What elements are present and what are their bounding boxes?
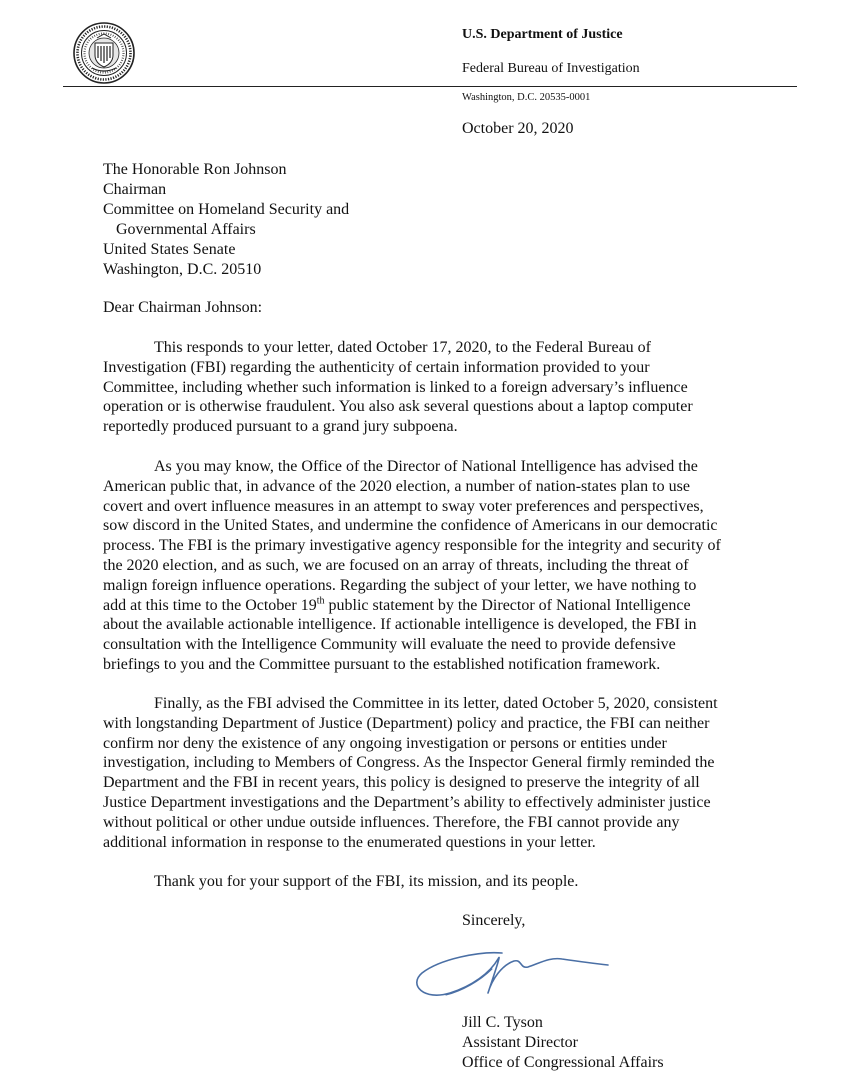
text-line: reportedly produced pursuant to a grand jury subpoena. (103, 418, 458, 436)
text-line: process. The FBI is the primary investigative agency responsible for the integrity and security of (103, 537, 721, 555)
text-line: additional information in response to the enumerated questions in your letter. (103, 833, 596, 851)
addressee-committee: Committee on Homeland Security and (103, 201, 350, 218)
text-line: As you may know, the Office of the Director of National Intelligence has advised the (154, 458, 698, 475)
letter-date: October 20, 2020 (462, 120, 574, 137)
text-line: with longstanding Department of Justice (Department) policy and practice, the FBI can neither (103, 714, 710, 732)
addressee-body: United States Senate (103, 241, 236, 258)
text-line: the 2020 election, and as such, we are focused on an array of threats, including the threat of (103, 556, 689, 574)
handwritten-signature (410, 935, 615, 1015)
text-line: malign foreign influence operations. Regarding the subject of your letter, we have nothing to (103, 576, 697, 594)
text-line: operation or is otherwise fraudulent. You also ask several questions about a laptop computer (103, 398, 693, 416)
letterhead-divider (63, 86, 797, 87)
paragraph-3 (103, 694, 763, 852)
signatory-title: Assistant Director (462, 1034, 578, 1051)
text-line: investigation, including to Members of Congress. As the Inspector General firmly reminded the (103, 754, 715, 772)
paragraph-2 (103, 457, 763, 675)
addressee-title: Chairman (103, 181, 167, 198)
valediction: Sincerely, (462, 912, 526, 929)
addressee-name: The Honorable Ron Johnson (103, 161, 287, 178)
ordinal-suffix: th (316, 595, 325, 607)
text-line: This responds to your letter, dated October 17, 2020, to the Federal Bureau of (154, 339, 652, 356)
addressee-block (103, 160, 349, 280)
closing-thanks: Thank you for your support of the FBI, its mission, and its people. (154, 873, 579, 890)
addressee-city: Washington, D.C. 20510 (103, 261, 262, 278)
text-line: covert and overt influence measures in an attempt to sway voter preferences and perspectives, (103, 497, 704, 515)
signatory-office: Office of Congressional Affairs (462, 1054, 664, 1071)
text-line: sow discord in the United States, and undermine the confidence of Americans in our democratic (103, 517, 718, 535)
letterhead-address: Washington, D.C. 20535-0001 (462, 92, 591, 103)
signatory-name: Jill C. Tyson (462, 1014, 543, 1031)
text-line: about the available actionable intelligence. If actionable intelligence is developed, the FBI in (103, 616, 697, 634)
text-line: American public that, in advance of the 2020 election, a number of nation-states plan to use (103, 477, 690, 495)
text-line: Committee, including whether such information is linked to a foreign adversary’s influence (103, 378, 688, 396)
text-line: confirm nor deny the existence of any ongoing investigation or persons or entities under (103, 734, 667, 752)
paragraph-1 (103, 338, 763, 437)
text-line: without political or other undue outside influences. Therefore, the FBI cannot provide any (103, 813, 680, 831)
department-name: U.S. Department of Justice (462, 27, 623, 42)
text-line: Investigation (FBI) regarding the authenticity of certain information provided to your (103, 358, 650, 376)
signature-block (462, 1013, 664, 1073)
bureau-name: Federal Bureau of Investigation (462, 61, 640, 76)
salutation: Dear Chairman Johnson: (103, 299, 263, 316)
text-line: Department and the FBI in recent years, this policy is designed to preserve the integrity of all (103, 774, 700, 792)
text-line: Justice Department investigations and the Department’s ability to effectively administer justice (103, 793, 711, 811)
text-segment: add at this time to the October 19 (103, 596, 317, 614)
text-segment: public statement by the Director of National Intelligence (324, 596, 691, 614)
fbi-seal-icon (73, 22, 135, 84)
addressee-committee-cont: Governmental Affairs (116, 221, 256, 238)
text-line: consultation with the Intelligence Community will evaluate the need to provide defensive (103, 636, 676, 654)
text-line: briefings to you and the Committee pursuant to the established notification framework. (103, 655, 661, 673)
text-line: Finally, as the FBI advised the Committee in its letter, dated October 5, 2020, consistent (154, 695, 718, 712)
text-line (103, 596, 763, 616)
